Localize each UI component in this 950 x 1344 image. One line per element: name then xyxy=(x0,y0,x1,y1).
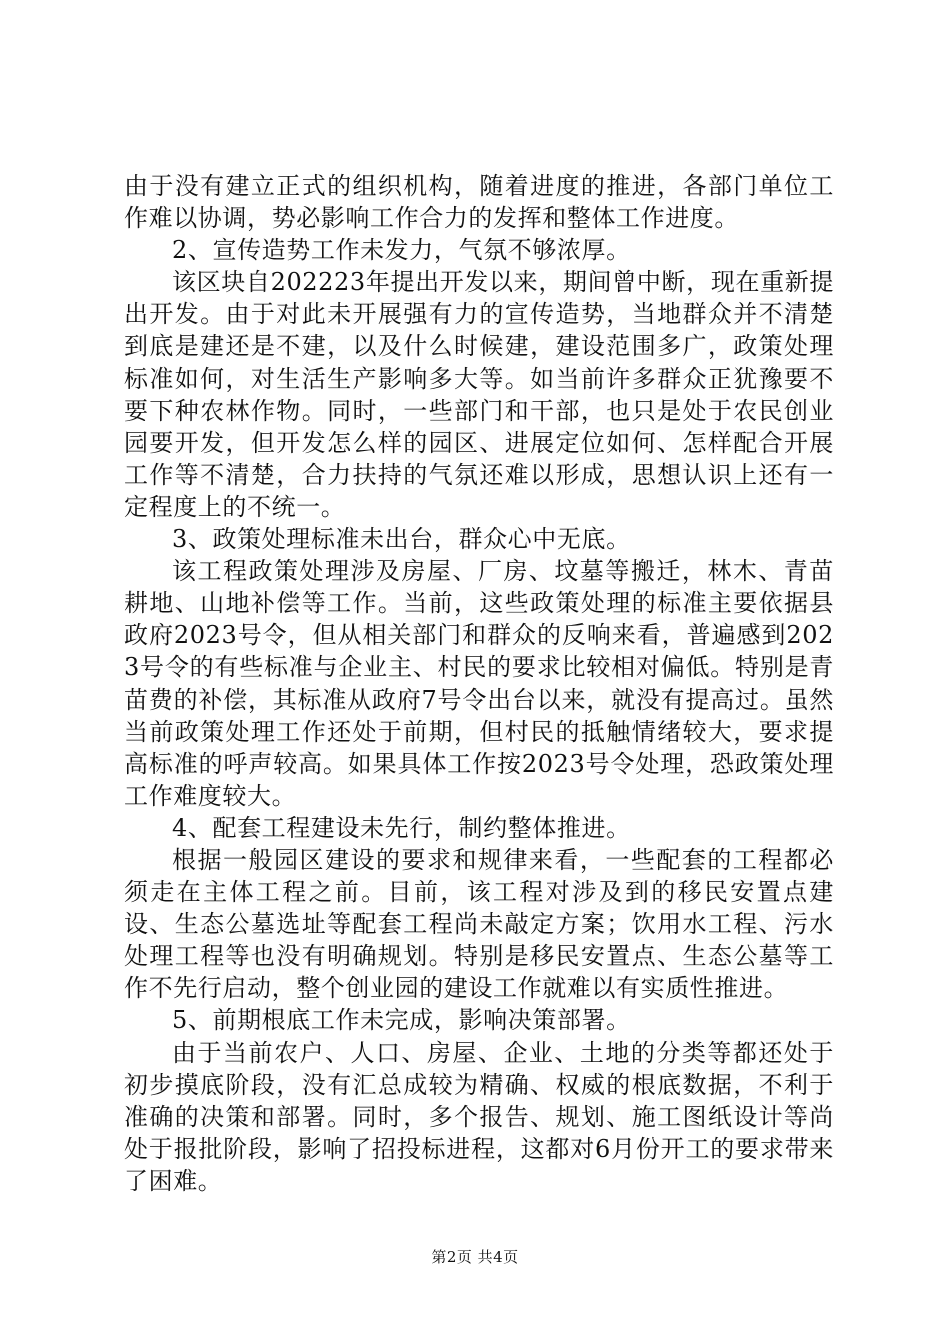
document-body xyxy=(124,170,834,1197)
paragraph-policy: 该工程政策处理涉及房屋、厂房、坟墓等搬迁，林木、青苗耕地、山地补偿等工作。当前，这些政策处理的标准主要依据县政府2023号令，但从相关部门和群众的反响来看，普遍感到2023号令的有些标准与企业主、村民的要求比较相对偏低。特别是青苗费的补偿，其标准从政府7号令出台以来，就没有提高过。虽然当前政策处理工作还处于前期，但村民的抵触情绪较大，要求提高标准的呼声较高。如果具体工作按2023号令处理，恐政策处理工作难度较大。 xyxy=(124,557,834,810)
section-heading-3: 3、政策处理标准未出台，群众心中无底。 xyxy=(172,525,631,554)
page-number-footer: 第2页 共4页 xyxy=(431,1248,519,1266)
section-heading-4: 4、配套工程建设未先行，制约整体推进。 xyxy=(172,813,631,842)
paragraph-groundwork: 由于当前农户、人口、房屋、企业、土地的分类等都还处于初步摸底阶段，没有汇总成较为精确、权威的根底数据，不利于准确的决策和部署。同时，多个报告、规划、施工图纸设计等尚处于报批阶段，影响了招投标进程，这都对6月份开工的要求带来了困难。 xyxy=(124,1038,834,1195)
section-heading-5: 5、前期根底工作未完成，影响决策部署。 xyxy=(172,1006,631,1035)
section-heading-2: 2、宣传造势工作未发力，气氛不够浓厚。 xyxy=(172,236,631,265)
paragraph-publicity: 该区块自202223年提出开发以来，期间曾中断，现在重新提出开发。由于对此未开展强有力的宣传造势，当地群众并不清楚到底是建还是不建，以及什么时候建，建设范围多广，政策处理标准如何，对生活生产影响多大等。如当前许多群众正犹豫要不要下种农林作物。同时，一些部门和干部，也只是处于农民创业园要开发，但开发怎么样的园区、进展定位如何、怎样配合开展工作等不清楚，合力扶持的气氛还难以形成，思想认识上还有一定程度上的不统一。 xyxy=(124,268,834,521)
paragraph-continuation: 由于没有建立正式的组织机构，随着进度的推进，各部门单位工作难以协调，势必影响工作合力的发挥和整体工作进度。 xyxy=(124,172,834,233)
paragraph-supporting-projects: 根据一般园区建设的要求和规律来看，一些配套的工程都必须走在主体工程之前。目前，该工程对涉及到的移民安置点建设、生态公墓选址等配套工程尚未敲定方案；饮用水工程、污水处理工程等也没有明确规划。特别是移民安置点、生态公墓等工作不先行启动，整个创业园的建设工作就难以有实质性推进。 xyxy=(124,845,834,1003)
